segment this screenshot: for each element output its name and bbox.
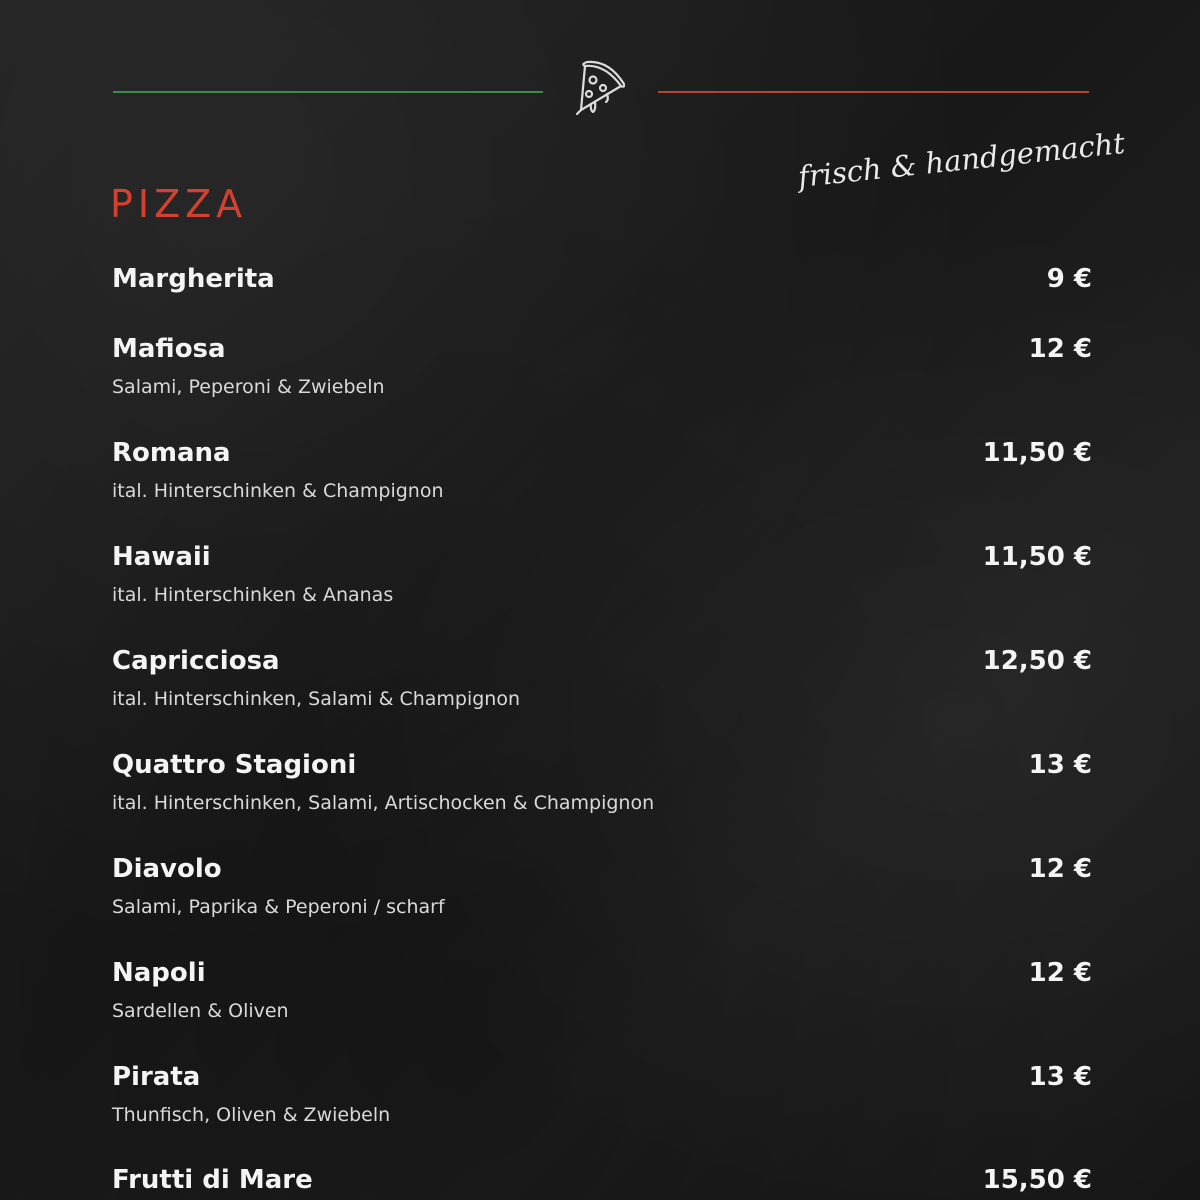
pizza-slice-icon (567, 58, 625, 118)
item-description: ital. Hinterschinken & Ananas (112, 584, 394, 606)
divider-right-red (658, 91, 1089, 93)
item-description: Salami, Paprika & Peperoni / scharf (112, 896, 445, 918)
item-description: Thunfisch, Oliven & Zwiebeln (112, 1104, 391, 1126)
item-name: Napoli (112, 958, 206, 988)
divider-left-green (113, 91, 543, 93)
item-price: 9 € (1046, 264, 1092, 294)
item-price: 12,50 € (982, 646, 1092, 676)
item-price: 13 € (1028, 750, 1092, 780)
item-name: Mafiosa (112, 334, 226, 364)
item-name: Diavolo (112, 854, 222, 884)
section-title: PIZZA (110, 182, 248, 226)
item-name: Frutti di Mare (112, 1165, 313, 1195)
item-description: Sardellen & Oliven (112, 1000, 289, 1022)
item-price: 11,50 € (982, 438, 1092, 468)
item-description: ital. Hinterschinken, Salami, Artischocken & Champignon (112, 792, 655, 814)
item-name: Quattro Stagioni (112, 750, 357, 780)
item-name: Capricciosa (112, 646, 280, 676)
item-description: ital. Hinterschinken, Salami & Champignon (112, 688, 521, 710)
item-price: 15,50 € (982, 1165, 1092, 1195)
section-tagline: frisch & handgemacht (796, 125, 1127, 194)
item-price: 12 € (1028, 958, 1092, 988)
item-description: Salami, Peperoni & Zwiebeln (112, 376, 385, 398)
item-price: 13 € (1028, 1062, 1092, 1092)
item-description: ital. Hinterschinken & Champignon (112, 480, 444, 502)
item-price: 12 € (1028, 854, 1092, 884)
item-name: Hawaii (112, 542, 211, 572)
item-price: 11,50 € (982, 542, 1092, 572)
item-price: 12 € (1028, 334, 1092, 364)
item-name: Margherita (112, 264, 275, 294)
item-name: Romana (112, 438, 231, 468)
item-name: Pirata (112, 1062, 201, 1092)
